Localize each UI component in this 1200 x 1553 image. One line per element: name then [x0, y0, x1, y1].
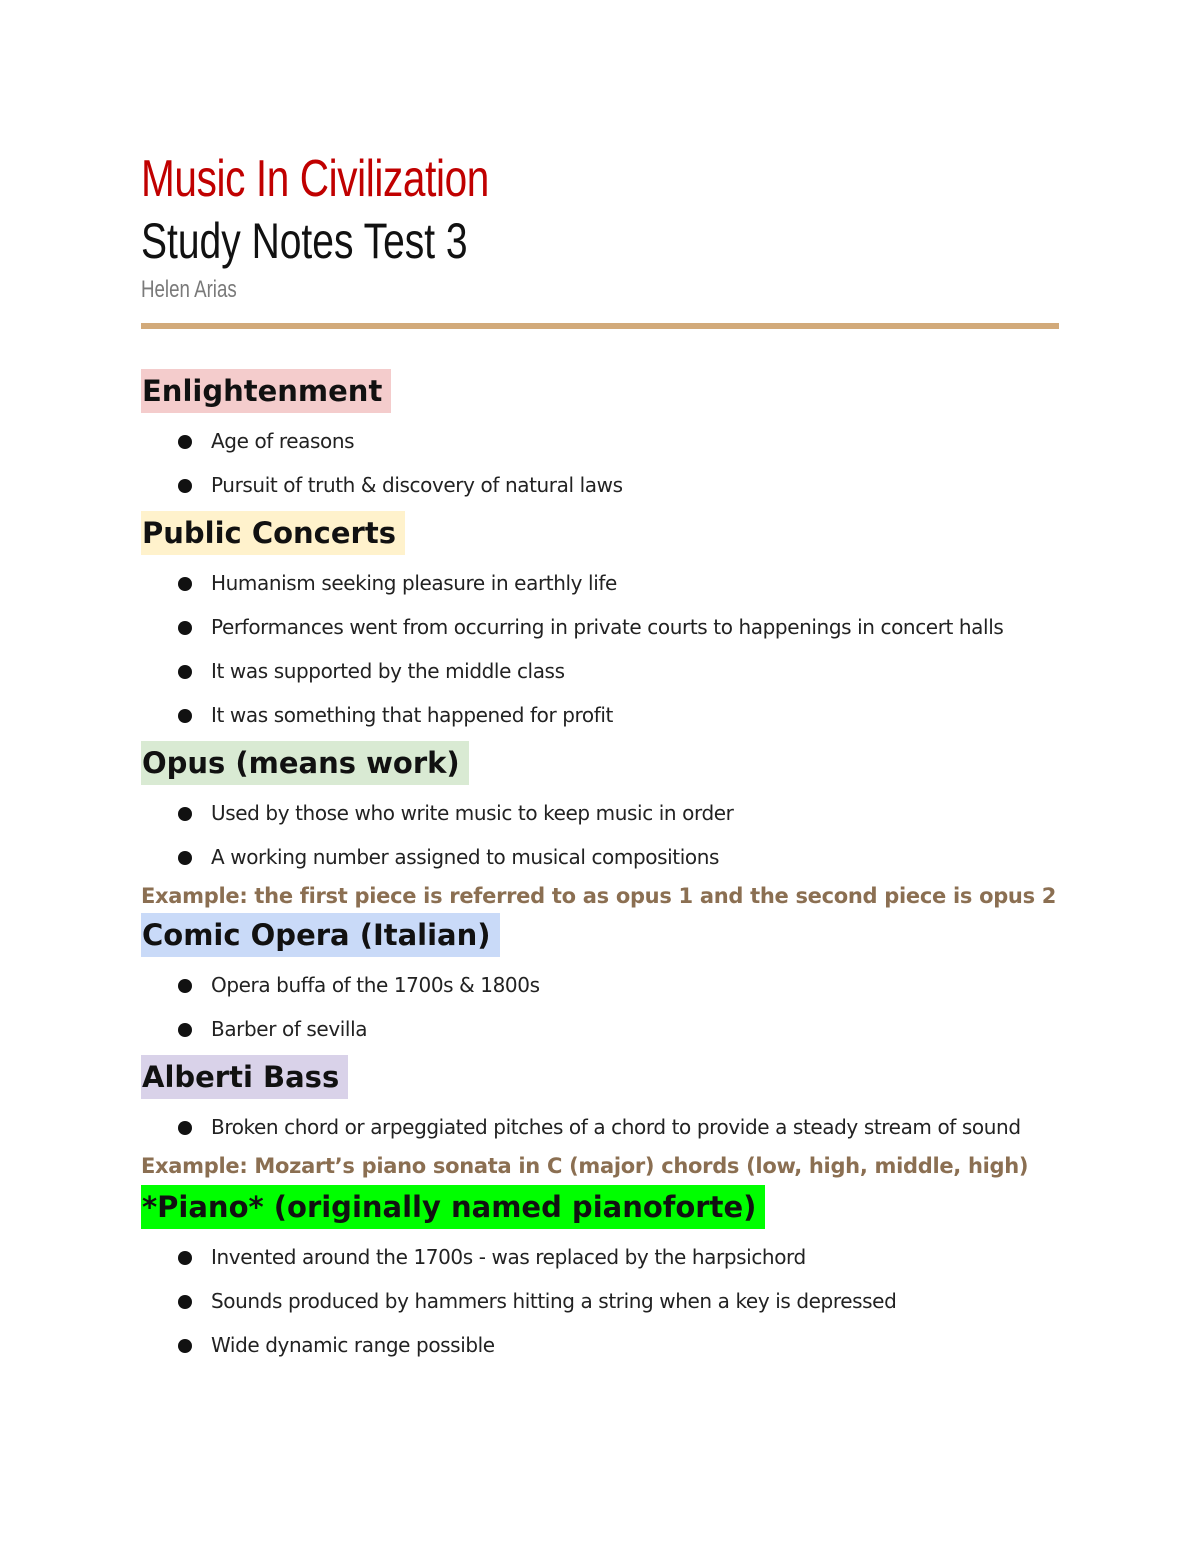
section — [141, 511, 1059, 737]
notes-body — [141, 369, 1059, 1367]
list-item-text: It was supported by the middle class — [211, 659, 565, 683]
list-item — [141, 963, 1059, 1007]
bullet-list — [141, 419, 1059, 507]
list-item — [141, 1323, 1059, 1367]
section-heading: Comic Opera (Italian) — [141, 913, 500, 957]
document-page — [141, 148, 1059, 1367]
list-item-text: Sounds produced by hammers hitting a string when a key is depressed — [211, 1289, 897, 1313]
bullet-dot-icon — [178, 665, 192, 679]
list-item-text: A working number assigned to musical compositions — [211, 845, 720, 869]
list-item-text: Barber of sevilla — [211, 1017, 368, 1041]
section-heading: Opus (means work) — [141, 741, 469, 785]
list-item — [141, 419, 1059, 463]
list-item — [141, 649, 1059, 693]
list-item — [141, 1105, 1059, 1149]
bullet-dot-icon — [178, 1295, 192, 1309]
bullet-dot-icon — [178, 709, 192, 723]
section-heading: Alberti Bass — [141, 1055, 348, 1099]
list-item-text: Opera buffa of the 1700s & 1800s — [211, 973, 540, 997]
document-subtitle: Study Notes Test 3 — [141, 213, 468, 269]
section — [141, 741, 1059, 913]
bullet-dot-icon — [178, 435, 192, 449]
bullet-dot-icon — [178, 621, 192, 635]
document-author: Helen Arias — [141, 276, 237, 303]
bullet-dot-icon — [178, 1339, 192, 1353]
section — [141, 913, 1059, 1051]
bullet-dot-icon — [178, 851, 192, 865]
bullet-dot-icon — [178, 979, 192, 993]
section — [141, 1185, 1059, 1367]
list-item-text: Used by those who write music to keep music in order — [211, 801, 734, 825]
list-item — [141, 561, 1059, 605]
list-item — [141, 791, 1059, 835]
section-heading: Enlightenment — [141, 369, 391, 413]
list-item — [141, 1007, 1059, 1051]
bullet-dot-icon — [178, 1023, 192, 1037]
example-note: Example: Mozart’s piano sonata in C (major) chords (low, high, middle, high) — [141, 1154, 1029, 1178]
bullet-dot-icon — [178, 1121, 192, 1135]
section-heading: *Piano* (originally named pianoforte) — [141, 1185, 765, 1229]
list-item-text: Age of reasons — [211, 429, 355, 453]
list-item — [141, 1279, 1059, 1323]
document-title: Music In Civilization — [141, 150, 489, 208]
list-item — [141, 835, 1059, 879]
list-item-text: It was something that happened for profit — [211, 703, 613, 727]
list-item — [141, 693, 1059, 737]
bullet-list — [141, 561, 1059, 737]
bullet-list — [141, 963, 1059, 1051]
example-note: Example: the first piece is referred to as opus 1 and the second piece is opus 2 — [141, 884, 1057, 908]
list-item-text: Pursuit of truth & discovery of natural laws — [211, 473, 623, 497]
bullet-dot-icon — [178, 479, 192, 493]
bullet-dot-icon — [178, 577, 192, 591]
section — [141, 369, 1059, 507]
bullet-list — [141, 791, 1059, 879]
bullet-list — [141, 1105, 1059, 1149]
section — [141, 1055, 1059, 1183]
bullet-dot-icon — [178, 1251, 192, 1265]
list-item — [141, 1235, 1059, 1279]
bullet-dot-icon — [178, 807, 192, 821]
list-item-text: Humanism seeking pleasure in earthly life — [211, 571, 617, 595]
section-heading: Public Concerts — [141, 511, 405, 555]
list-item-text: Performances went from occurring in private courts to happenings in concert halls — [211, 615, 1004, 639]
bullet-list — [141, 1235, 1059, 1367]
list-item — [141, 463, 1059, 507]
title-divider — [141, 323, 1059, 329]
list-item — [141, 605, 1059, 649]
list-item-text: Wide dynamic range possible — [211, 1333, 495, 1357]
list-item-text: Invented around the 1700s - was replaced by the harpsichord — [211, 1245, 806, 1269]
list-item-text: Broken chord or arpeggiated pitches of a chord to provide a steady stream of sound — [211, 1115, 1021, 1139]
